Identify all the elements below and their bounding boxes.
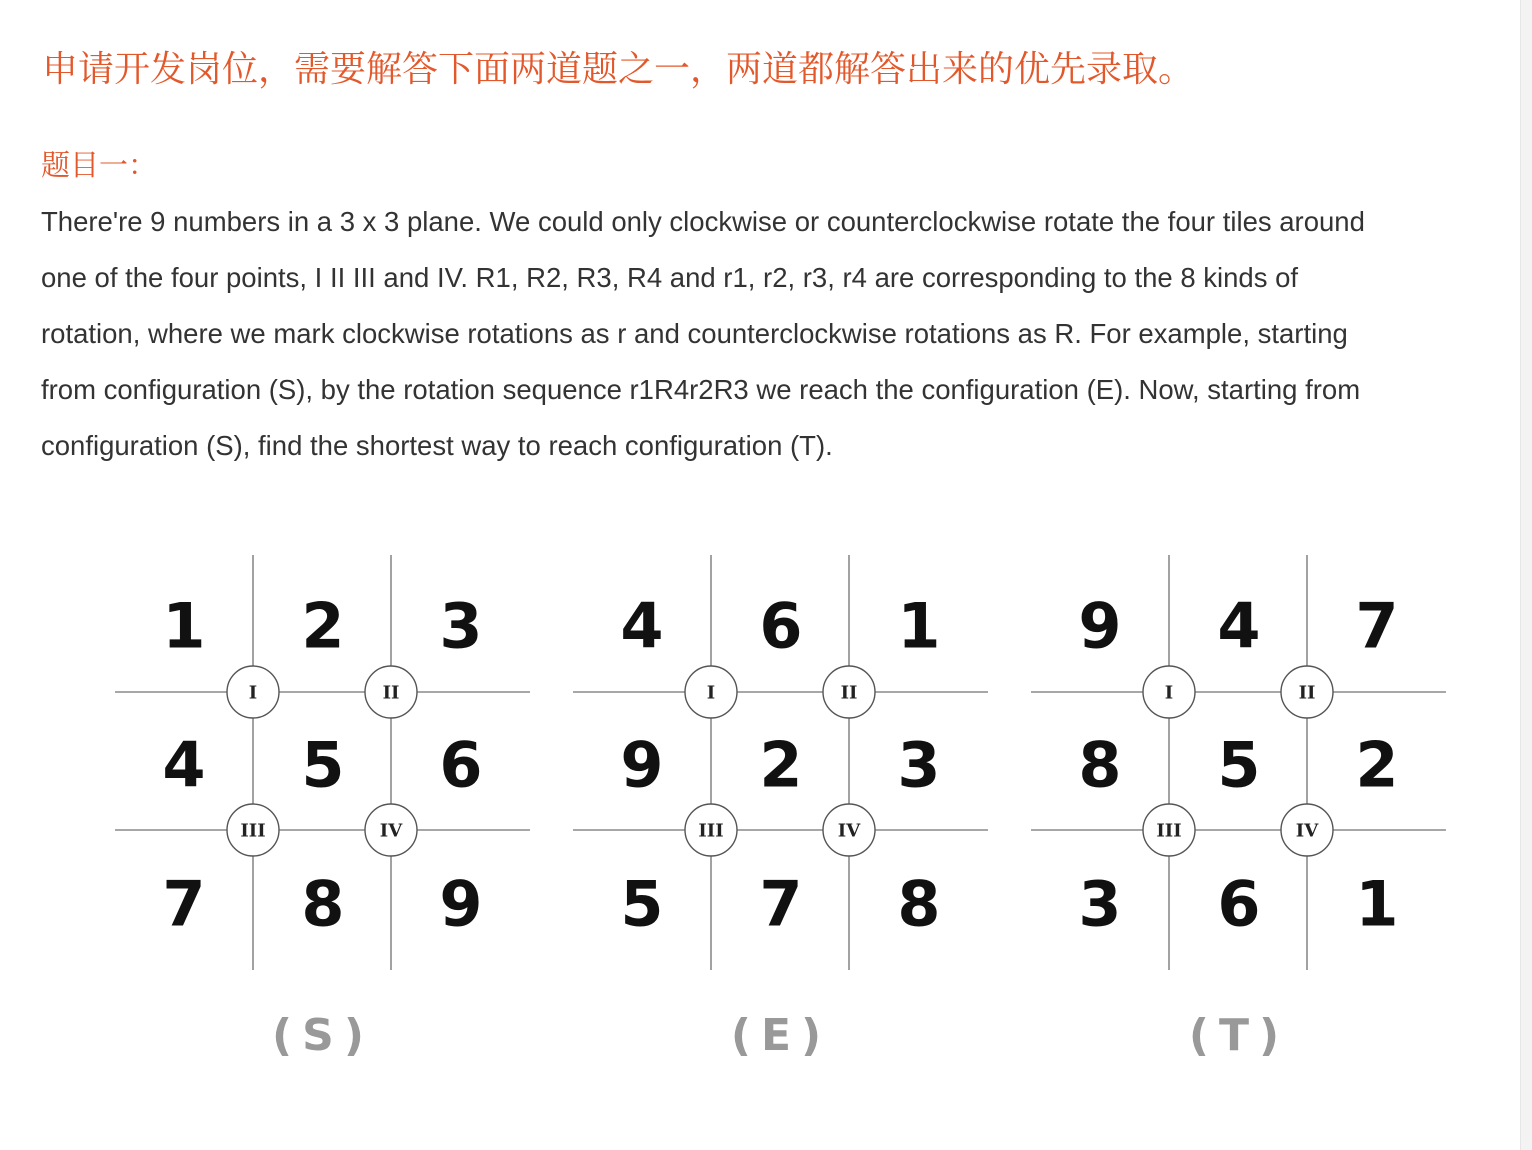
rotation-point-label: III	[1156, 820, 1182, 842]
figure-caption-e: (E)	[730, 1010, 832, 1061]
problem-text-line: There're 9 numbers in a 3 x 3 plane. We could only clockwise or counterclockwise rotate the four tiles around	[41, 206, 1365, 237]
tile-number: 9	[1078, 589, 1122, 663]
tile-number: 1	[162, 589, 206, 663]
tile-number: 1	[897, 589, 941, 663]
tile-number: 7	[759, 867, 803, 941]
rotation-point-label: II	[840, 682, 858, 704]
tile-number: 2	[1355, 728, 1399, 802]
tile-number: 8	[897, 867, 941, 941]
tile-number: 7	[1355, 589, 1399, 663]
tile-number: 5	[301, 728, 345, 802]
question-label: 题目一：	[41, 148, 158, 182]
tile-number: 3	[1078, 867, 1122, 941]
rotation-point-label: I	[248, 682, 258, 704]
tile-number: 1	[1355, 867, 1399, 941]
tile-number: 7	[162, 867, 206, 941]
rotation-point-label: II	[1298, 682, 1316, 704]
tile-number: 4	[620, 589, 664, 663]
rotation-point-label: IV	[1295, 820, 1319, 842]
figure-s	[115, 555, 530, 970]
tile-number: 3	[439, 589, 483, 663]
rotation-point-label: IV	[837, 820, 861, 842]
tile-number: 8	[301, 867, 345, 941]
rotation-point-label: I	[706, 682, 716, 704]
configuration-diagrams	[0, 530, 1520, 1000]
tile-number: 4	[162, 728, 206, 802]
tile-number: 9	[620, 728, 664, 802]
rotation-point-label: IV	[379, 820, 403, 842]
tile-number: 2	[301, 589, 345, 663]
scrollbar-track[interactable]	[1520, 0, 1532, 1150]
tile-number: 9	[439, 867, 483, 941]
rotation-point-label: I	[1164, 682, 1174, 704]
figure-t	[1031, 555, 1446, 970]
tile-number: 5	[620, 867, 664, 941]
rotation-point-label: III	[698, 820, 724, 842]
rotation-point-label: III	[240, 820, 266, 842]
problem-text-line: configuration (S), find the shortest way to reach configuration (T).	[41, 430, 833, 461]
problem-text-line: one of the four points, I II III and IV. R1, R2, R3, R4 and r1, r2, r3, r4 are corresponding to the 8 kinds of	[41, 262, 1299, 293]
figure-e	[573, 555, 988, 970]
tile-number: 6	[759, 589, 803, 663]
figure-caption-s: (S)	[272, 1010, 374, 1061]
tile-number: 5	[1217, 728, 1261, 802]
rotation-point-label: II	[382, 682, 400, 704]
tile-number: 4	[1217, 589, 1261, 663]
tile-number: 6	[1217, 867, 1261, 941]
figure-caption-t: (T)	[1188, 1010, 1290, 1061]
tile-number: 8	[1078, 728, 1122, 802]
problem-text-line: from configuration (S), by the rotation sequence r1R4r2R3 we reach the configuration (E). Now, starting from	[41, 374, 1361, 405]
tile-number: 3	[897, 728, 941, 802]
tile-number: 2	[759, 728, 803, 802]
page-headline: 申请开发岗位，需要解答下面两道题之一，两道都解答出来的优先录取。	[42, 49, 1195, 90]
tile-number: 6	[439, 728, 483, 802]
problem-text-line: rotation, where we mark clockwise rotations as r and counterclockwise rotations as R. For example, starting	[41, 318, 1348, 349]
